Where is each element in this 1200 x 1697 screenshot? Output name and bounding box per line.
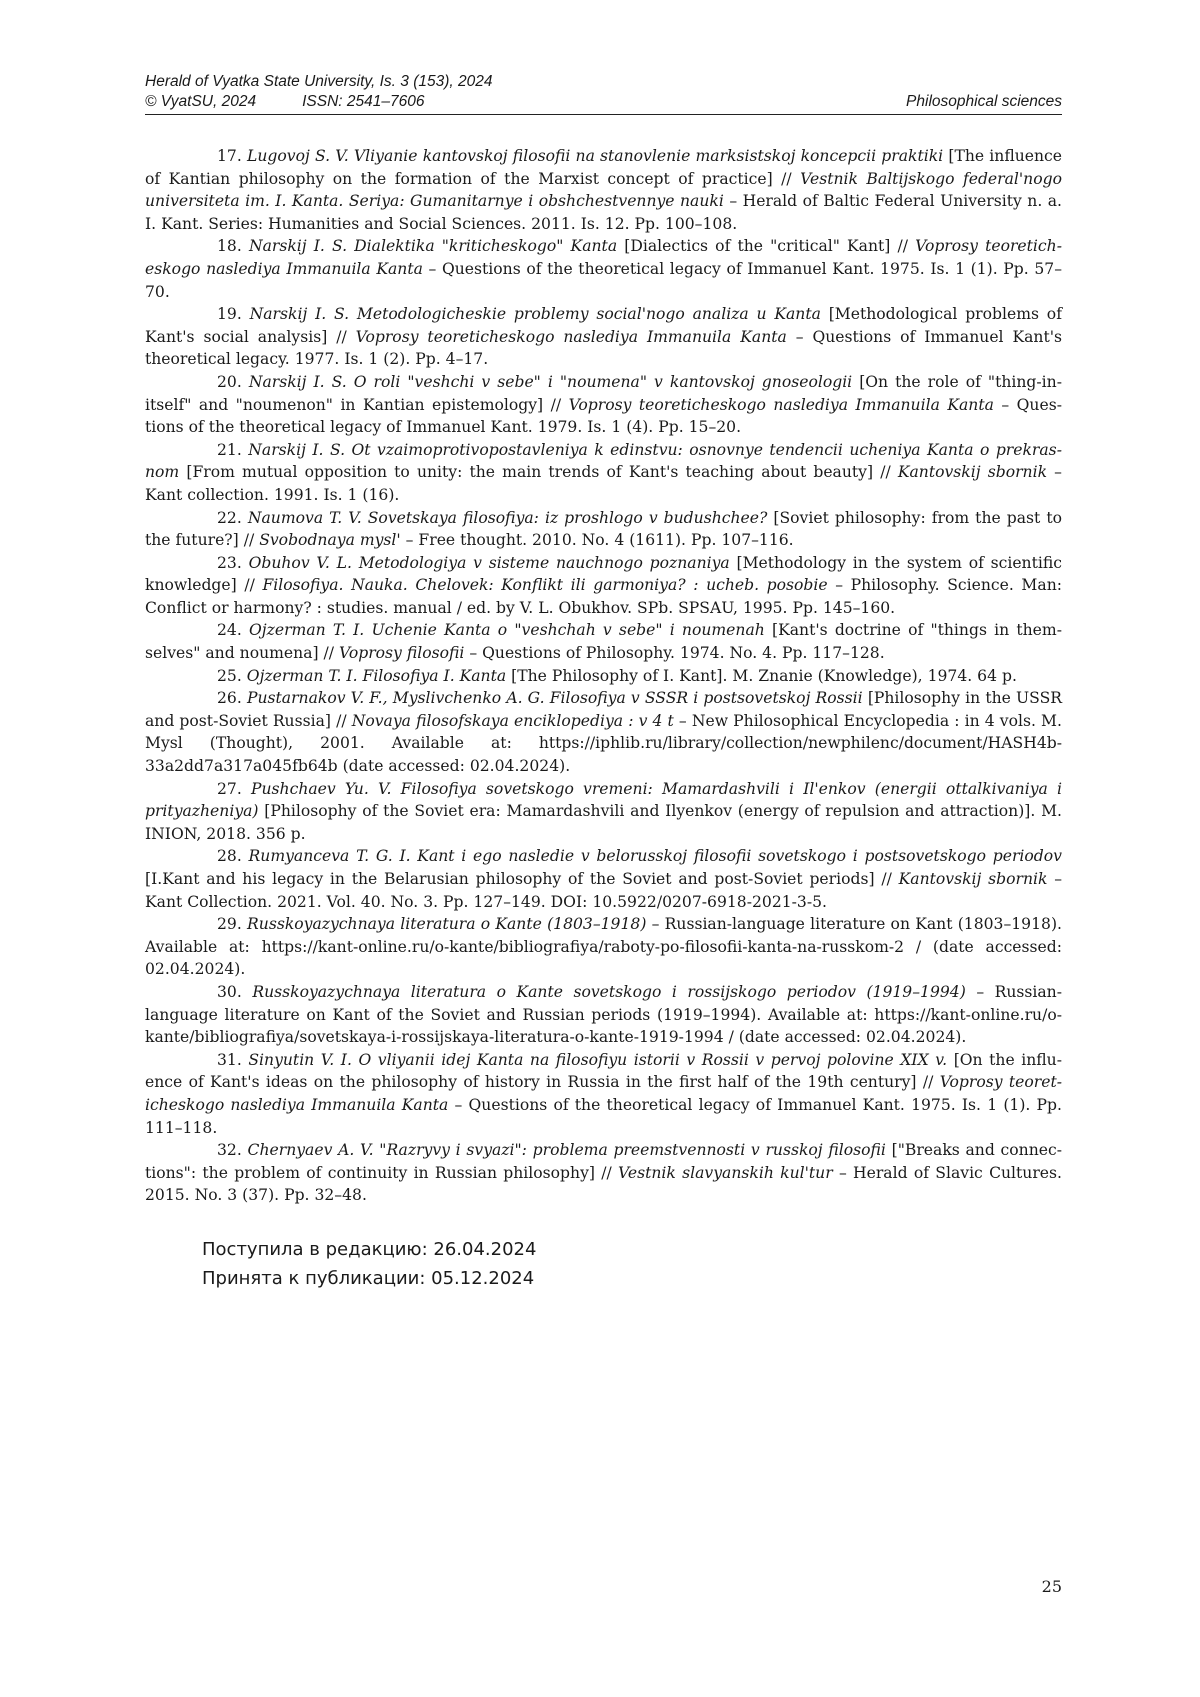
reference-authors: Narskij I. S. [248, 441, 345, 459]
reference-source: Voprosy teoret­icheskogo naslediya Immanuila Kanta [145, 1073, 1062, 1114]
journal-title: Herald of Vyatka State University, Is. 3 (153), 2024 [145, 72, 1062, 92]
reference-number: 26. [217, 689, 242, 707]
reference-authors: Obuhov V. L. [249, 554, 352, 572]
reference-number: 28. [217, 847, 242, 865]
reference-item [145, 145, 1062, 235]
reference-title: Metodologiya v sisteme nauchnogo poznaniya [359, 554, 730, 572]
reference-source: Vestnik Baltijskogo federal'nogo universiteta im. I. Kanta. Seriya: Gumanitarnye i obshchestvennye nauki [145, 170, 1062, 211]
reference-translation: [Kant's doctrine of "things in them­selves" and noumena] // [145, 621, 1062, 662]
reference-translation: ["Breaks and connec­tions": the problem of continuity in Russian philosophy] // [145, 1141, 1062, 1182]
reference-translation: [The Philosophy of I. Kant]. M. Znanie (Knowledge), 1974. 64 p. [511, 667, 1017, 685]
reference-number: 31. [217, 1051, 242, 1069]
reference-item [145, 619, 1062, 664]
reference-translation: [Soviet philosophy: from the past to the future?] // [145, 509, 1062, 550]
header-rule [145, 114, 1062, 115]
reference-title: "Razryvy i svyazi": problema preemstvennosti v russkoj filosofii [379, 1141, 886, 1159]
reference-source: Voprosy teoreticheskogo naslediya Immanuila Kanta [569, 396, 994, 414]
reference-number: 21. [217, 441, 242, 459]
reference-item [145, 1049, 1062, 1139]
reference-item [145, 981, 1062, 1049]
reference-authors: Ojzerman T. I. [249, 621, 364, 639]
reference-title: Ot vzaimoprotivopostavleniya k edinstvu: osnovnye tendencii ucheniya Kanta o prekras­nom [145, 441, 1062, 482]
reference-source: Vestnik slavyanskih kul'tur [618, 1164, 833, 1182]
reference-details: – Questions of the theoretical legacy of Immanuel Kant. 1975. Is. 1 (1). Pp. 111–118. [145, 1096, 1062, 1137]
reference-item [145, 552, 1062, 620]
submission-dates [202, 1235, 536, 1293]
reference-translation: [From mutual opposition to unity: the main trends of Kant's teaching about beauty] // [186, 463, 890, 481]
reference-item [145, 507, 1062, 552]
copyright: © VyatSU, 2024 [145, 93, 256, 110]
reference-authors: Sinyutin V. I. [248, 1051, 352, 1069]
reference-title: Uchenie Kanta o "veshchah v sebe" i noumenah [371, 621, 764, 639]
reference-source: Kantovskij sbornik [899, 870, 1048, 888]
reference-number: 24. [217, 621, 242, 639]
reference-item [145, 303, 1062, 371]
reference-authors: Pushchaev Yu. V. [251, 780, 391, 798]
reference-source: Filosofiya. Nauka. Chelovek: Konflikt ili garmoniya? : ucheb. posobie [262, 576, 827, 594]
reference-title: Filosofiya sovetskogo vremeni: Mamardashvili i Il'enkov (energii ottalkivaniya i prityazheniya) [145, 780, 1062, 821]
reference-title: Filosofiya I. Kanta [363, 667, 507, 685]
reference-number: 25. [217, 667, 242, 685]
reference-details: – New Philosophical Encyclopedia : in 4 vols. M. Mysl (Thought), 2001. Available at: https://iphlib.ru/library/collection/newphilenc/document/HASH4b­33a2dd7a317a045fb64b (date accessed: 02.04.2024). [145, 712, 1062, 775]
reference-authors: Rumyanceva T. G. [249, 847, 393, 865]
reference-source: Voprosy filosofii [339, 644, 464, 662]
reference-authors: Narskij I. S. [250, 305, 349, 323]
reference-number: 20. [217, 373, 242, 391]
reference-authors: Chernyaev A. V. [248, 1141, 374, 1159]
reference-translation: [Philosophy in the USSR and post-Soviet Russia] // [145, 689, 1062, 730]
running-header [145, 72, 1062, 112]
reference-details: – Ques­tions of the theoretical legacy of Immanuel Kant. 1979. Is. 1 (4). Pp. 15–20. [145, 396, 1062, 437]
reference-item [145, 913, 1062, 981]
reference-translation: [I.Kant and his legacy in the Belarusian philosophy of the Soviet and post-Soviet periods] // [145, 870, 892, 888]
reference-details: – Questions of Philosophy. 1974. No. 4. Pp. 117–128. [469, 644, 884, 662]
reference-translation: – Russian-language literature on Kant (1803–1918). Available at: https://kant-online.ru/o-kante/bibliografiya/raboty-po-filosofii-kanta-na-russkom-2 / (date accessed: 02.04.2024). [145, 915, 1062, 978]
reference-title: Vliyanie kantovskoj filosofii na stanovlenie marksistskoj koncepcii praktiki [354, 147, 943, 165]
reference-item [145, 778, 1062, 846]
reference-details: – Kant collection. 1991. Is. 1 (16). [145, 463, 1062, 504]
reference-translation: [The influence of Kantian philosophy on the formation of the Marxist concept of practice] // [145, 147, 1062, 188]
received-date: Поступила в редакцию: 26.04.2024 [202, 1235, 536, 1264]
reference-number: 23. [217, 554, 242, 572]
reference-authors: Ojzerman T. I. [247, 667, 358, 685]
reference-details: – Philosophy. Science. Man: Conflict or harmony? : studies. manual / ed. by V. L. Obukhov. SPb. SPSAU, 1995. Pp. 145–160. [145, 576, 1062, 617]
reference-item [145, 665, 1062, 688]
reference-source: Kantovskij sbornik [898, 463, 1047, 481]
reference-details: – Questions of Immanuel Kant's theoretical legacy. 1977. Is. 1 (2). Pp. 4–17. [145, 328, 1062, 369]
page-number: 25 [1042, 1577, 1062, 1596]
reference-details: – Herald of Baltic Federal University n. a. I. Kant. Series: Humanities and Social Sciences. 2011. Is. 12. Pp. 100–108. [145, 192, 1062, 233]
reference-source: Svobodnaya mysl' [259, 531, 401, 549]
reference-translation: [On the role of "thing-in-itself" and "noumenon" in Kantian epistemology] // [145, 373, 1062, 414]
reference-authors: Naumova T. V. [248, 509, 362, 527]
reference-authors: Lugovoj S. V. [247, 147, 349, 165]
reference-item [145, 371, 1062, 439]
accepted-date: Принята к публикации: 05.12.2024 [202, 1264, 536, 1293]
reference-number: 29. [217, 915, 242, 933]
reference-number: 19. [217, 305, 242, 323]
reference-title: Filosofiya v SSSR i postsovetskoj Rossii [550, 689, 863, 707]
reference-source: Voprosy teoretich­eskogo naslediya Immanuila Kanta [145, 237, 1062, 278]
reference-number: 17. [217, 147, 242, 165]
reference-translation: [Dialectics of the "critical" Kant] // [624, 237, 908, 255]
reference-details: – Kant Collection. 2021. Vol. 40. No. 3. Pp. 127–149. DOI: 10.5922/0207-6918-2021-3-5. [145, 870, 1062, 911]
reference-source: Novaya filosofskaya enciklopediya : v 4 t [352, 712, 674, 730]
reference-number: 27. [217, 780, 242, 798]
reference-details: – Free thought. 2010. No. 4 (1611). Pp. 107–116. [406, 531, 794, 549]
reference-title: Russkoyazychnaya literatura o Kante (1803–1918) [247, 915, 646, 933]
reference-source: Voprosy teoreticheskogo naslediya Immanuila Kanta [356, 328, 787, 346]
issn: ISSN: 2541–7606 [302, 93, 424, 110]
reference-title: O vliyanii idej Kanta na filosofiyu istorii v Rossii v pervoj polovine XIX v. [358, 1051, 947, 1069]
reference-title: Dialektika "kriticheskogo" Kanta [354, 237, 617, 255]
reference-item [145, 687, 1062, 777]
reference-title: Metodologicheskie problemy social'nogo analiza u Kanta [357, 305, 821, 323]
reference-translation: [Philosophy of the Soviet era: Mamardashvili and Ilyenkov (energy of repulsion and attraction)]. M. INION, 2018. 356 p. [145, 802, 1062, 843]
reference-details: – Questions of the theoretical legacy of Immanuel Kant. 1975. Is. 1 (1). Pp. 57–70. [145, 260, 1062, 301]
reference-translation: [Methodological problems of Kant's social analysis] // [145, 305, 1062, 346]
reference-authors: Narskij I. S. [249, 373, 347, 391]
reference-list [145, 145, 1062, 1207]
reference-authors: Narskij I. S. [249, 237, 347, 255]
reference-authors: Pustarnakov V. F., Myslivchenko A. G. [247, 689, 545, 707]
reference-details: – Herald of Slavic Cul­tures. 2015. No. 3 (37). Pp. 32–48. [145, 1164, 1062, 1205]
section-name: Philosophical sciences [906, 92, 1062, 112]
reference-title: O roli "veshchi v sebe" i "noumena" v kantovskoj gnoseologii [354, 373, 852, 391]
reference-translation: [Methodology in the system of scientific knowledge] // [145, 554, 1062, 595]
reference-title: Sovetskaya filosofiya: iz proshlogo v budushchee? [368, 509, 768, 527]
reference-number: 18. [217, 237, 242, 255]
reference-item [145, 439, 1062, 507]
reference-translation: [On the influ­ence of Kant's ideas on the philosophy of history in Russia in the first half of the 19th century] // [145, 1051, 1062, 1092]
reference-title: Russkoyazychnaya literatura o Kante sovetskogo i rossijskogo periodov (1919–1994) [252, 983, 965, 1001]
reference-title: I. Kant i ego nasledie v belorusskoj filosofii sovetskogo i postsovetskogo periodov [399, 847, 1062, 865]
reference-translation: – Russian-language literature on Kant of the Soviet and Russian periods (1919–1994). Available at: https://kant-online.ru/o-kante/bibliografiya/sovetskaya-i-rossijskaya-literatura-o-kante-1919-1994 / (date accessed: 02.04.2024). [145, 983, 1062, 1046]
reference-item [145, 235, 1062, 303]
reference-item [145, 845, 1062, 913]
reference-number: 30. [217, 983, 242, 1001]
reference-number: 22. [217, 509, 242, 527]
reference-number: 32. [217, 1141, 242, 1159]
reference-item [145, 1139, 1062, 1207]
